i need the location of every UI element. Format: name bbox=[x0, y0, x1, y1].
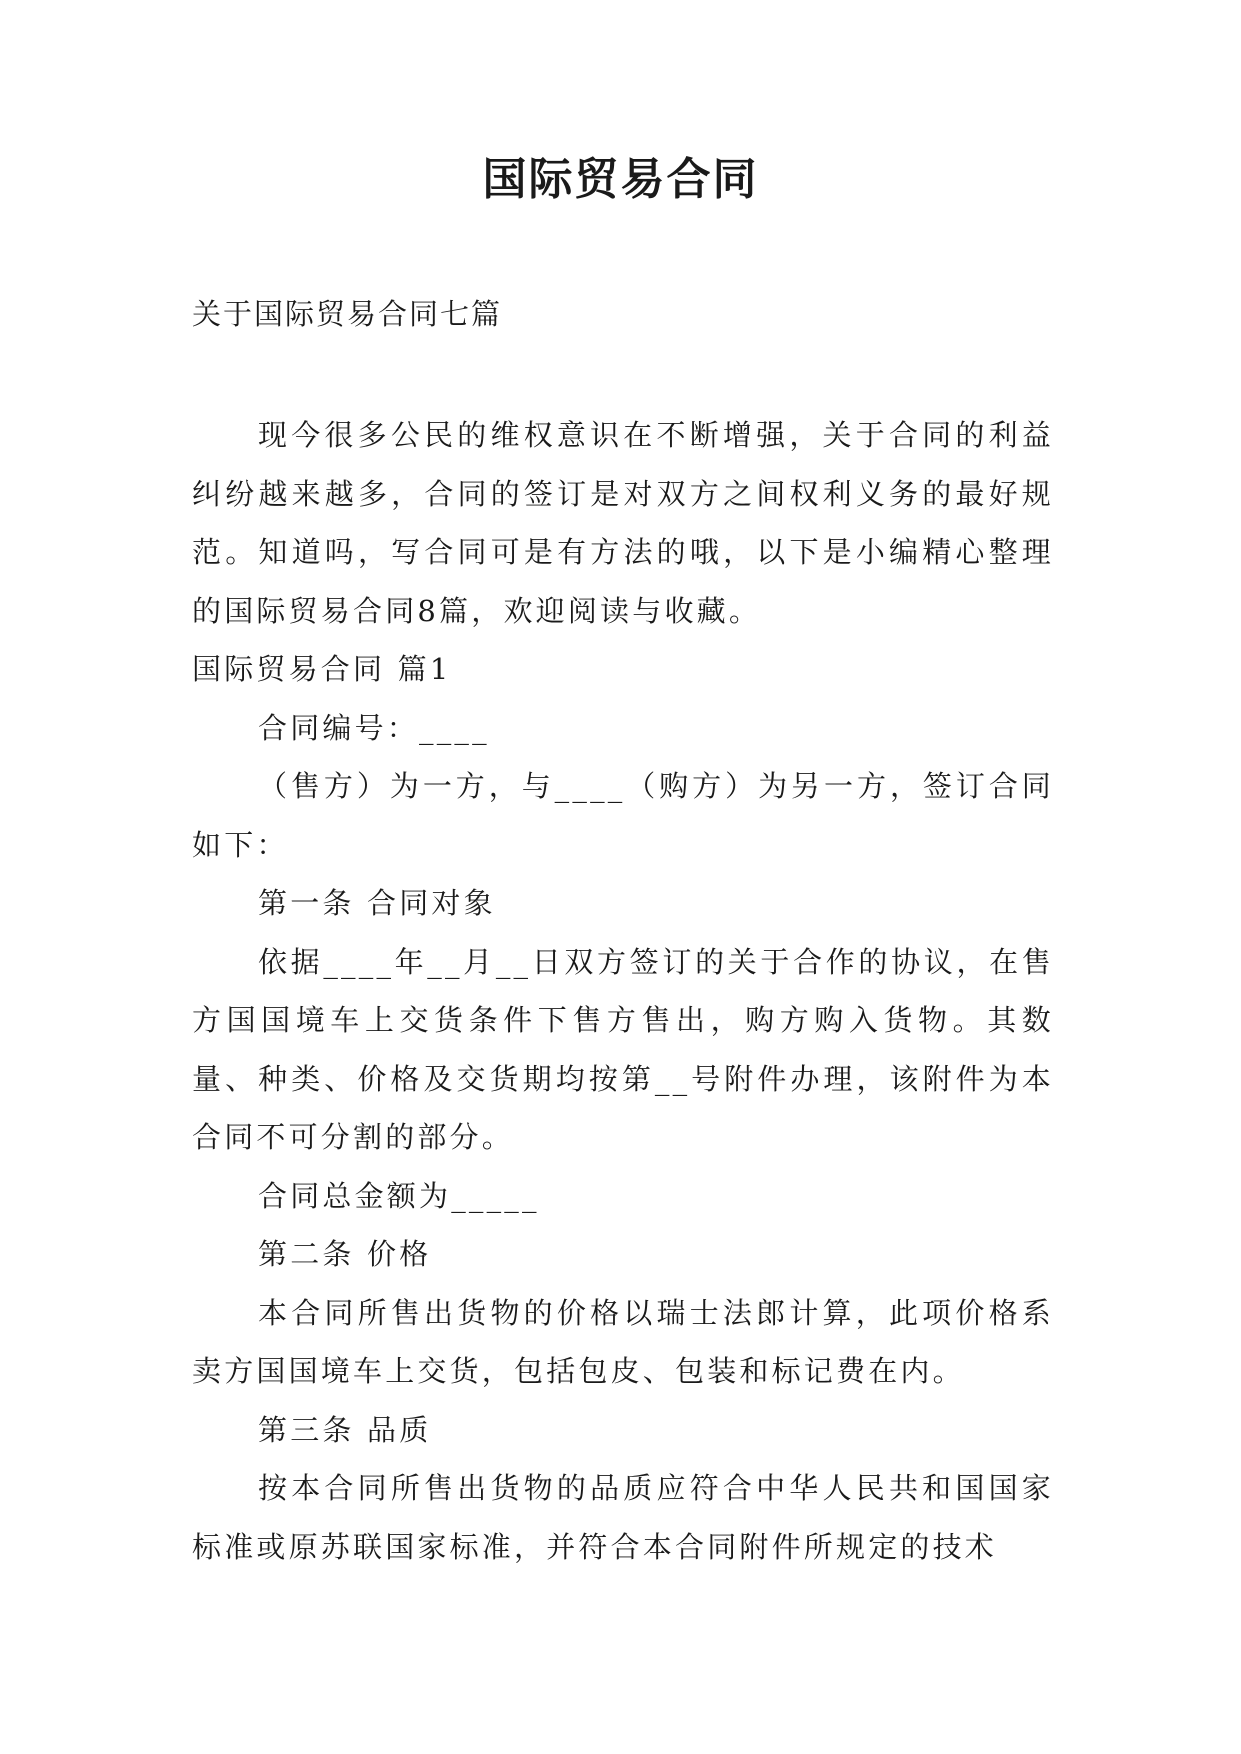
document-subtitle: 关于国际贸易合同七篇 bbox=[192, 297, 503, 331]
article-3-heading: 第三条 品质 bbox=[258, 1412, 432, 1447]
article-3-paragraph: 按本合同所售出货物的品质应符合中华人民共和国国家标准或原苏联国家标准，并符合本合同附件所规定的技术 bbox=[192, 1471, 1054, 1564]
article-1-paragraph: 依据____年__月__日双方签订的关于合作的协议，在售方国国境车上交货条件下售方售出，购方购入货物。其数量、种类、价格及交货期均按第__号附件办理，该附件为本合同不可分割的部分。 bbox=[192, 944, 1054, 1154]
section-heading-contract-1: 国际贸易合同 篇1 bbox=[192, 652, 452, 686]
parties-paragraph: （售方）为一方，与____（购方）为另一方，签订合同如下： bbox=[192, 769, 1054, 862]
article-2-paragraph: 本合同所售出货物的价格以瑞士法郎计算，此项价格系卖方国国境车上交货，包括包皮、包装和标记费在内。 bbox=[192, 1295, 1054, 1388]
contract-number-line: 合同编号：____ bbox=[258, 710, 490, 745]
intro-paragraph: 现今很多公民的维权意识在不断增强，关于合同的利益纠纷越来越多，合同的签订是对双方之间权利义务的最好规范。知道吗，写合同可是有方法的哦，以下是小编精心整理的国际贸易合同8篇，欢迎阅读与收藏。 bbox=[192, 418, 1054, 628]
article-2-heading: 第二条 价格 bbox=[258, 1237, 432, 1271]
document-title: 国际贸易合同 bbox=[482, 154, 759, 205]
total-amount-line: 合同总金额为_____ bbox=[258, 1178, 540, 1213]
document-body bbox=[192, 406, 1054, 1576]
article-1-heading: 第一条 合同对象 bbox=[258, 886, 496, 920]
